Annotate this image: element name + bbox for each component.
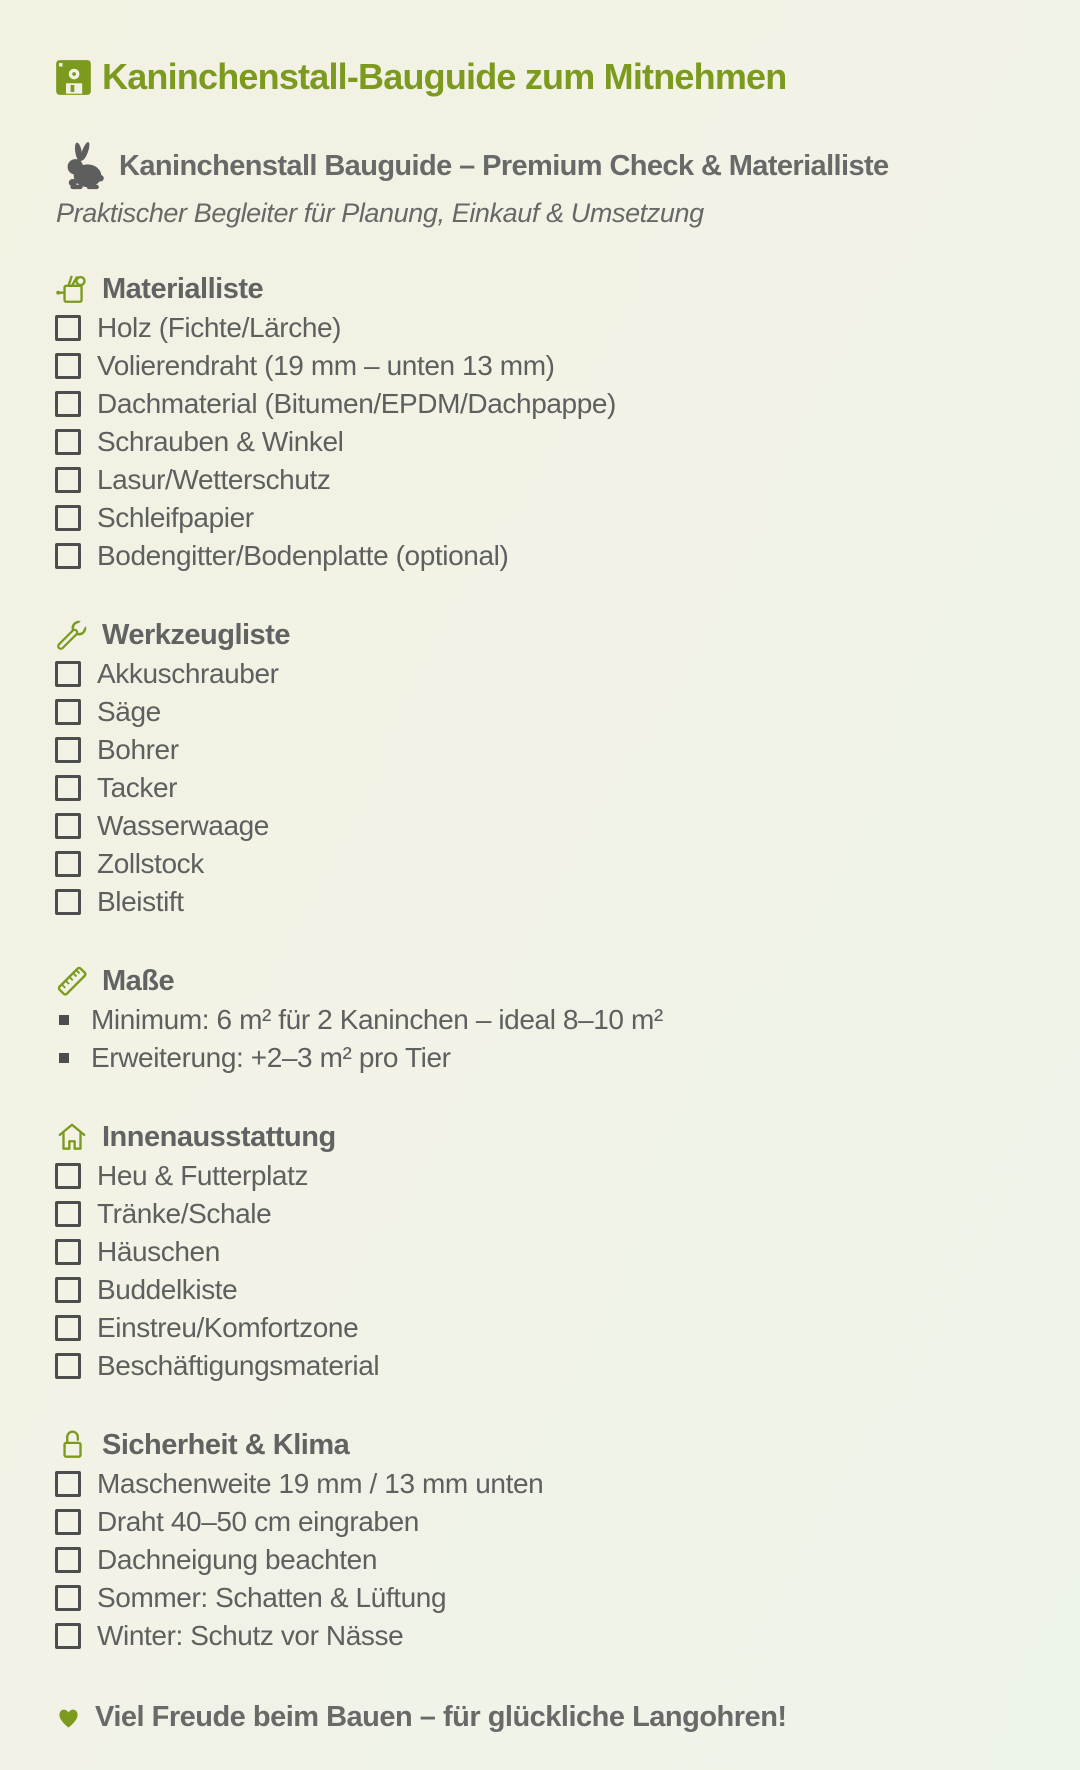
section-title: Werkzeugliste bbox=[102, 618, 290, 651]
footer-row bbox=[55, 1701, 1040, 1734]
checklist-item-label: Beschäftigungsmaterial bbox=[97, 1350, 380, 1381]
section-header bbox=[55, 1425, 1040, 1465]
checklist-item bbox=[55, 423, 1040, 461]
checkbox[interactable] bbox=[55, 1239, 81, 1265]
checklist-item-label: Dachneigung beachten bbox=[97, 1544, 378, 1575]
checklist-item bbox=[55, 845, 1040, 883]
checkbox[interactable] bbox=[55, 1201, 81, 1227]
checkbox[interactable] bbox=[55, 353, 81, 379]
checklist-item bbox=[55, 1579, 1040, 1617]
checklist-item bbox=[55, 1503, 1040, 1541]
checkbox[interactable] bbox=[55, 699, 81, 725]
rabbit-icon bbox=[55, 140, 107, 192]
checklist-item-label: Sommer: Schatten & Lüftung bbox=[97, 1582, 447, 1613]
section-title: Materialliste bbox=[102, 272, 264, 305]
checklist-item-label: Bodengitter/Bodenplatte (optional) bbox=[97, 540, 509, 571]
section-header bbox=[55, 615, 1040, 655]
checkbox[interactable] bbox=[55, 1353, 81, 1379]
checkbox[interactable] bbox=[55, 775, 81, 801]
section-innenausstattung bbox=[55, 1117, 1040, 1385]
checklist-item-label: Einstreu/Komfortzone bbox=[97, 1312, 359, 1343]
bullet-square bbox=[59, 1053, 69, 1063]
page-subtitle: Kaninchenstall Bauguide – Premium Check & Materialliste bbox=[119, 149, 889, 182]
checklist-item bbox=[55, 655, 1040, 693]
section-materialliste bbox=[55, 269, 1040, 575]
checkbox[interactable] bbox=[55, 1471, 81, 1497]
subtitle-row bbox=[55, 140, 1040, 192]
heart-icon bbox=[55, 1704, 82, 1731]
checkbox[interactable] bbox=[55, 467, 81, 493]
footer-message: Viel Freude beim Bauen – für glückliche Langohren! bbox=[95, 1701, 787, 1733]
section-title: Innenausstattung bbox=[102, 1120, 336, 1153]
checklist-item-label: Tacker bbox=[97, 772, 178, 803]
bullet-item-label: Minimum: 6 m² für 2 Kaninchen – ideal 8–10 m² bbox=[91, 1004, 663, 1035]
bullet-item bbox=[55, 1039, 1040, 1077]
checklist-item bbox=[55, 1271, 1040, 1309]
bullet-item-label: Erweiterung: +2–3 m² pro Tier bbox=[91, 1042, 451, 1073]
checkbox[interactable] bbox=[55, 1315, 81, 1341]
page-tagline: Praktischer Begleiter für Planung, Einkauf & Umsetzung bbox=[56, 198, 704, 228]
ruler-icon bbox=[55, 964, 89, 998]
checklist-item bbox=[55, 309, 1040, 347]
section-masse bbox=[55, 961, 1040, 1077]
checklist-item bbox=[55, 731, 1040, 769]
checkbox[interactable] bbox=[55, 889, 81, 915]
checkbox[interactable] bbox=[55, 661, 81, 687]
section-header bbox=[55, 269, 1040, 309]
checkbox[interactable] bbox=[55, 1509, 81, 1535]
checklist-item bbox=[55, 537, 1040, 575]
checklist-item-label: Bleistift bbox=[97, 886, 184, 917]
basket-icon bbox=[55, 272, 89, 306]
checklist-item bbox=[55, 461, 1040, 499]
checklist-item-label: Maschenweite 19 mm / 13 mm unten bbox=[97, 1468, 544, 1499]
checklist-item bbox=[55, 807, 1040, 845]
checklist-item-label: Dachmaterial (Bitumen/EPDM/Dachpappe) bbox=[97, 388, 616, 419]
checkbox[interactable] bbox=[55, 813, 81, 839]
checklist-item-label: Volierendraht (19 mm – unten 13 mm) bbox=[97, 350, 555, 381]
checklist-item-label: Holz (Fichte/Lärche) bbox=[97, 312, 342, 343]
checklist-item bbox=[55, 1309, 1040, 1347]
checklist-item bbox=[55, 1541, 1040, 1579]
checkbox[interactable] bbox=[55, 1623, 81, 1649]
checklist-item-label: Winter: Schutz vor Nässe bbox=[97, 1620, 404, 1651]
checkbox[interactable] bbox=[55, 391, 81, 417]
checkbox[interactable] bbox=[55, 543, 81, 569]
checklist-item bbox=[55, 385, 1040, 423]
section-sicherheit-klima bbox=[55, 1425, 1040, 1655]
checklist-item-label: Bohrer bbox=[97, 734, 179, 765]
checklist-item bbox=[55, 693, 1040, 731]
checkbox[interactable] bbox=[55, 1277, 81, 1303]
checklist-item bbox=[55, 347, 1040, 385]
section-werkzeugliste bbox=[55, 615, 1040, 921]
checklist-item bbox=[55, 1347, 1040, 1385]
bullet-item bbox=[55, 1001, 1040, 1039]
checklist-item-label: Säge bbox=[97, 696, 161, 727]
lock-icon bbox=[55, 1428, 89, 1462]
checkbox[interactable] bbox=[55, 429, 81, 455]
checklist-item-label: Akkuschrauber bbox=[97, 658, 279, 689]
checklist-item-label: Heu & Futterplatz bbox=[97, 1160, 309, 1191]
checklist-item bbox=[55, 1233, 1040, 1271]
checklist-item-label: Schleifpapier bbox=[97, 502, 254, 533]
checkbox[interactable] bbox=[55, 851, 81, 877]
checklist-item bbox=[55, 1465, 1040, 1503]
home-icon bbox=[55, 1120, 89, 1154]
checklist-item-label: Lasur/Wetterschutz bbox=[97, 464, 331, 495]
checklist-item bbox=[55, 769, 1040, 807]
checkbox[interactable] bbox=[55, 505, 81, 531]
checklist-item-label: Draht 40–50 cm eingraben bbox=[97, 1506, 419, 1537]
checkbox[interactable] bbox=[55, 1547, 81, 1573]
section-header bbox=[55, 961, 1040, 1001]
checklist-item-label: Wasserwaage bbox=[97, 810, 269, 841]
checklist-item-label: Tränke/Schale bbox=[97, 1198, 272, 1229]
section-header bbox=[55, 1117, 1040, 1157]
checklist-item bbox=[55, 1617, 1040, 1655]
checklist-item-label: Häuschen bbox=[97, 1236, 220, 1267]
save-floppy-icon bbox=[55, 59, 92, 96]
checklist-item bbox=[55, 883, 1040, 921]
checklist-item-label: Buddelkiste bbox=[97, 1274, 238, 1305]
checklist-item-label: Schrauben & Winkel bbox=[97, 426, 344, 457]
section-title: Sicherheit & Klima bbox=[102, 1428, 350, 1461]
checkbox[interactable] bbox=[55, 737, 81, 763]
section-title: Maße bbox=[102, 964, 175, 997]
checklist-item bbox=[55, 1195, 1040, 1233]
bullet-square bbox=[59, 1015, 69, 1025]
checkbox[interactable] bbox=[55, 1585, 81, 1611]
page-title: Kaninchenstall-Bauguide zum Mitnehmen bbox=[102, 56, 787, 97]
checklist-item bbox=[55, 499, 1040, 537]
checklist-item bbox=[55, 1157, 1040, 1195]
checkbox[interactable] bbox=[55, 1163, 81, 1189]
page-title-row bbox=[55, 56, 1040, 98]
wrench-icon bbox=[55, 618, 89, 652]
checklist-item-label: Zollstock bbox=[97, 848, 204, 879]
checkbox[interactable] bbox=[55, 315, 81, 341]
